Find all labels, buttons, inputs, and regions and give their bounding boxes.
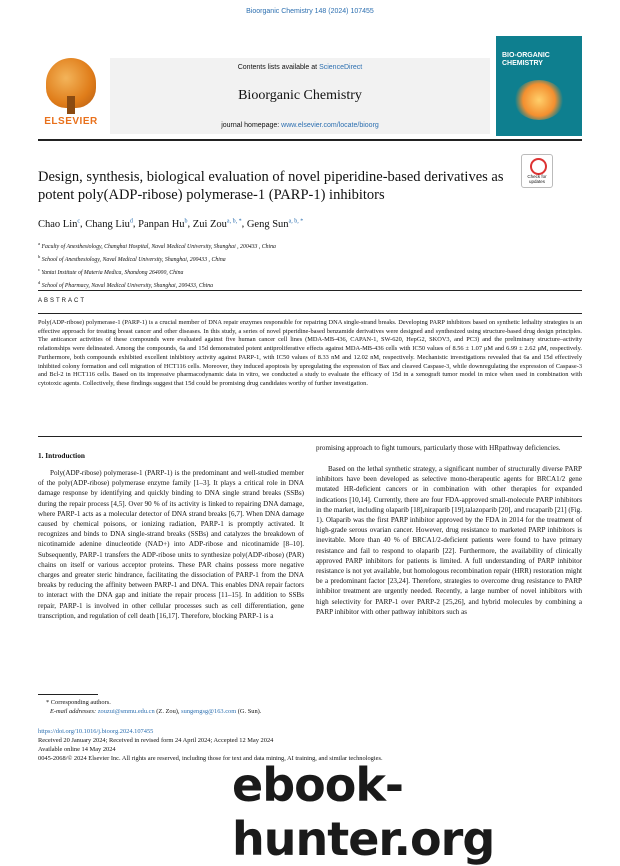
- contents-line: Contents lists available at ScienceDirect: [237, 64, 363, 71]
- abstract-text: Poly(ADP-ribose) polymerase-1 (PARP-1) is a crucial member of DNA repair enzymes responsible for repairing DNA single-strand breaks. Developing PARP inhibitors based on synthetic lethality strategies is an effective approach for treating breast cancer and other diseases. In this study, a series of novel piperidine-based benzamide derivatives were designed and synthesized using structure-based drug design principles. The anticancer activities of these compounds were evaluated against five human cancer cell lines (MDA-MB-436, CAPAN-1, SW-620, HepG2, SKOV3, and PC3) and the preliminary structure–activity relationships were delineated. Among the compounds, 6a and 15d demonstrated potent antiproliferative effects against MDA-MB-436 cells with IC50 values of 8.56 ± 1.07 μM and 6.99 ± 2.62 μM, respectively. Furthermore, both compounds exhibited excellent inhibitory activity against PARP-1, with IC50 values of 8.33 nM and 12.02 nM, respectively. Mechanistic investigations revealed that 6a and 15d effectively inhibited colony formation and cell migration of HCT116 cells. Moreover, they induced apoptosis by upregulating the expression of Bax and cleaved Caspase-3, while downregulating the expression of Caspase-3 and Bcl-2 in HCT116 cells. Based on its impressive pharmacodynamic data in vitro, we conducted a study to evaluate the efficacy of 15d in a xenograft tumor model in mice when used in combination with cytotoxic agents. Collectively, these findings suggest that 15d could be promising drug candidates worthy of further investigation.: [38, 319, 582, 387]
- article-title: Design, synthesis, biological evaluation of novel piperidine-based derivatives as potent poly(ADP-ribose) polymerase-1 (PARP-1) inhibitors: [38, 169, 504, 203]
- journal-cover-image: [496, 36, 582, 136]
- section-heading: 1. Introduction: [38, 451, 85, 460]
- check-updates-icon: [530, 158, 547, 175]
- email-link[interactable]: sungengsg@163.com: [181, 708, 237, 715]
- cover-graphic: [514, 80, 564, 120]
- affiliation: $^b$ School of Anesthesiology, Naval Medical University, Shanghai, 200433 , China: [38, 254, 226, 264]
- author[interactable]: Chao Lin$^c$: [38, 218, 81, 230]
- author[interactable]: Panpan Hu$^b$: [138, 218, 188, 230]
- sciencedirect-link[interactable]: ScienceDirect: [319, 64, 363, 71]
- publisher-wordmark: ELSEVIER: [44, 116, 98, 127]
- divider: [38, 436, 582, 437]
- homepage-link[interactable]: www.elsevier.com/locate/bioorg: [281, 122, 379, 129]
- copyright: 0045-2068/© 2024 Elsevier Inc. All rights are reserved, including those for text and data mining, AI training, and similar technologies.: [38, 755, 383, 762]
- received-dates: Received 20 January 2024; Received in revised form 24 April 2024; Accepted 12 May 2024: [38, 737, 274, 744]
- homepage-line: journal homepage: www.elsevier.com/locate/bioorg: [221, 122, 379, 129]
- check-for-updates-button[interactable]: Check for updates: [521, 154, 553, 188]
- journal-reference[interactable]: Bioorganic Chemistry 148 (2024) 107455: [246, 8, 374, 15]
- affiliations: [38, 239, 578, 292]
- available-online: Available online 14 May 2024: [38, 746, 116, 753]
- intro-column-left: Poly(ADP-ribose) polymerase-1 (PARP-1) is the predominant and well-studied member of the poly(ADP-ribose) polymerase enzyme family [1–3]. It plays a critical role in DNA damage response by identifying and quickly binding to DNA single strand breaks (SSBs) during the repair process [4,5]. Over 90 % of its activity is linked to repairing DNA damage, where PARP-1 acts as a molecular detector of DNA strand breaks [6,7]. When DNA damage caused by chemical poisons, or ionizing radiation, PARP-1 is promptly activated. It recognizes and binds to DNA single-strand breaks (SSBs) and catalyzes the breakdown of nicotinamide adenine dinucleotide (NAD+) into ADP-ribose and nicotinamide [8–10]. Subsequently, PARP-1 transfers the ADP-ribose units to synthesize poly(ADP-ribose) (PAR) chains on itself or various acceptor proteins. These PAR chains possess more negative charges and greater steric hindrance, facilitating the dissociation of PARP-1 from the DNA breaks by reducing the affinity between PARP-1 and DNA. This enables DNA repair factors to interact with the DNA gap and initiate the repair process [11–15]. In addition to SSBs repair, PARP-1 is involved in other cellular processes such as cell differentiation, gene transcription, and regulation of cell death [16,17]. Therefore, blocking PARP-1 is a: [38, 469, 304, 620]
- cover-title: BIO-ORGANIC CHEMISTRY: [502, 52, 550, 67]
- footnote-rule: [38, 694, 98, 695]
- email-link[interactable]: zouzui@smmu.edu.cn: [97, 708, 155, 715]
- divider: [38, 313, 582, 314]
- author[interactable]: Chang Liu$^d$: [85, 218, 133, 230]
- doi-link[interactable]: https://doi.org/10.1016/j.bioorg.2024.107455: [38, 728, 154, 735]
- corresponding-authors-note: * Corresponding authors.: [46, 699, 111, 706]
- affiliation: $^c$ Yantai Institute of Materia Medica, Shandong 264000, China: [38, 267, 184, 277]
- divider: [38, 290, 582, 291]
- author[interactable]: Geng Sun$^{a, b, *}$: [246, 218, 304, 230]
- intro-column-right: Based on the lethal synthetic strategy, a significant number of structurally diverse PARP inhibitors have been developed as selective mono-therapeutic agents for BRCA1/2 gene mutated HR-deficient cancers or in combination with other therapies for expanded indications [10,14]. Currently, there are four FDA-approved small-molecule PARP inhibitors in the market, including olaparib [18],niraparib [19],talazoparib [20], and rucaparib [21] (Fig. 1). Olaparib was the first PARP inhibitor approved by the FDA in 2014 for the treatment of high-grade serous ovarian cancer. However, drug resistance to marketed PARP inhibitors is inevitable. More than 40 % of BRCA1/2-deficient patients were found to have primary resistance and fail to respond to olaparib [22]. Furthermore, the availability of clinically approved PARP inhibitors for patients is limited. A full understanding of PARP inhibitor resistance is not yet available, but homologous recombination repair (HRR) restoration might be a predominant factor [23,24]. Therefore, strategies to overcome drug resistance to PARP inhibitor treatment are urgently needed. Recently, a large number of novel inhibitors with high selectivity for PARP-1 over PARP-2 [25,26], and hybrid molecules by combining a PARP inhibitor with other pathway inhibitors such as: [316, 465, 582, 616]
- author[interactable]: Zui Zou$^{a, b, *}$: [192, 218, 242, 230]
- author-list: Chao Lin$^c$, Chang Liu$^d$, Panpan Hu$^b$, Zui Zou$^{a, b, *}$, Geng Sun$^{a, b, *}$: [38, 218, 304, 230]
- affiliation: $^d$ School of Pharmacy, Naval Medical University, Shanghai, 200433, China: [38, 280, 214, 290]
- intro-column-right-start: promising approach to fight tumours, particularly those with HRpathway deficiencies.: [316, 444, 561, 452]
- abstract-label: ABSTRACT: [38, 298, 87, 304]
- journal-name: Bioorganic Chemistry: [238, 88, 362, 103]
- watermark: ebook-hunter.org: [232, 758, 495, 866]
- header-rule: [38, 139, 582, 141]
- affiliation: $^a$ Faculty of Anesthesiology, Changhai Hospital, Naval Medical University, Shanghai , 200433 , China: [38, 241, 276, 250]
- email-note: E-mail addresses: zouzui@smmu.edu.cn (Z. Zou), sungengsg@163.com (G. Sun).: [50, 708, 262, 715]
- elsevier-logo: [38, 58, 104, 134]
